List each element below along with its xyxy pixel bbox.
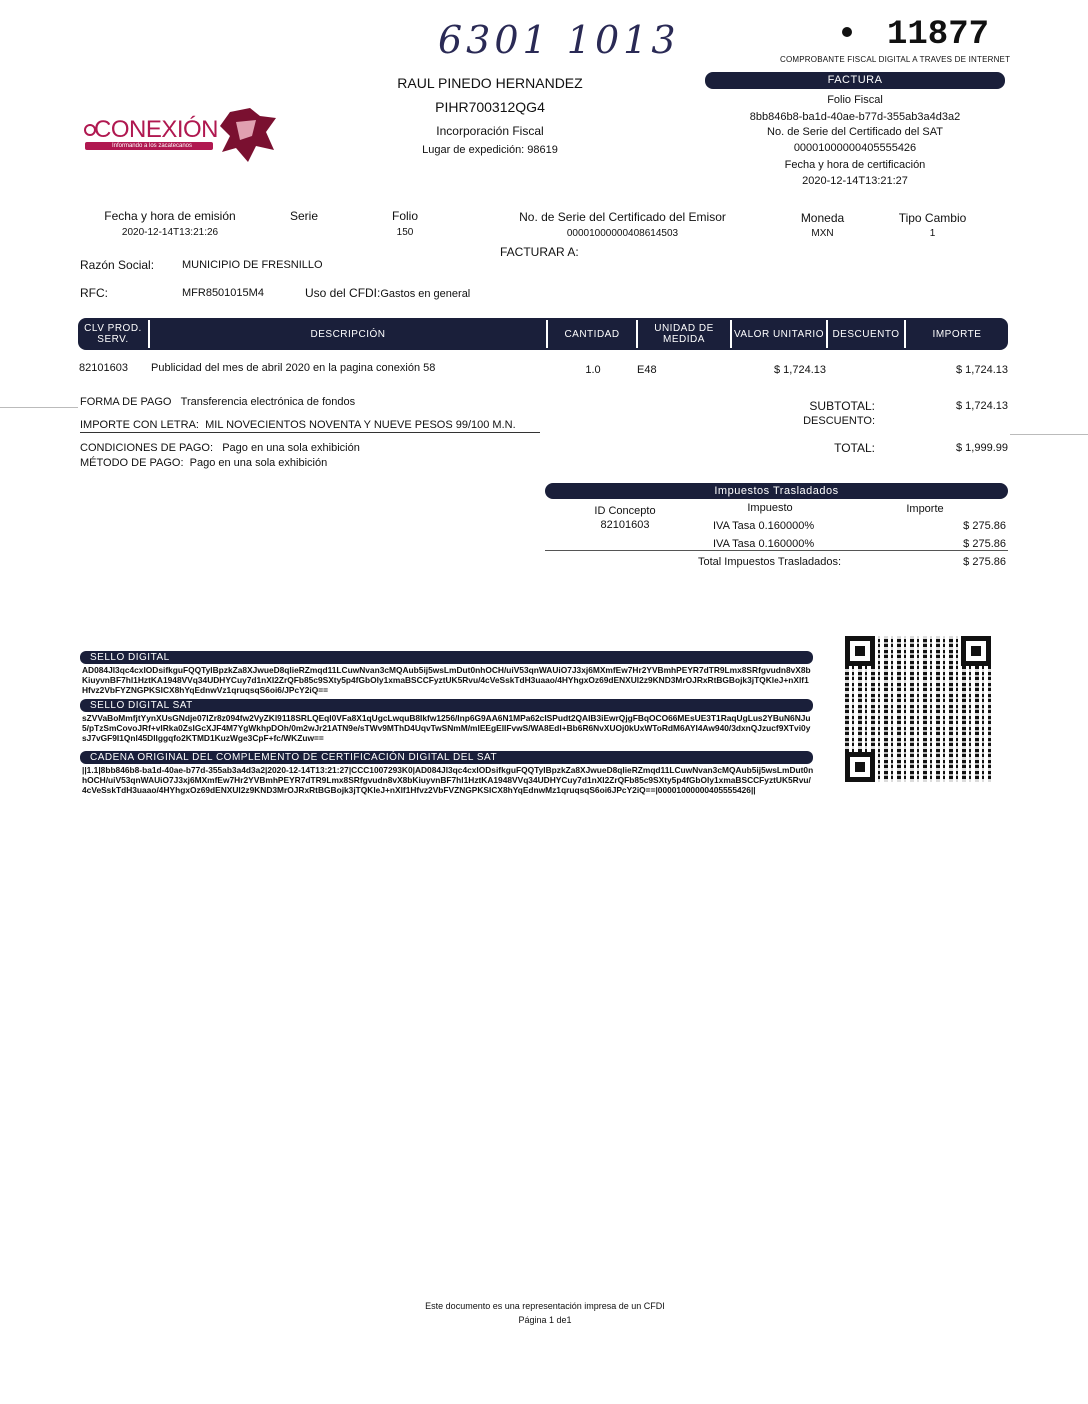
row-valor: $ 1,724.13 (774, 364, 826, 376)
th-clave: CLV PROD. SERV. (84, 323, 142, 345)
issuer-regime: Incorporación Fiscal (436, 124, 544, 138)
tax-col-importe: Importe (906, 503, 944, 515)
subtotal-label: SUBTOTAL: (809, 399, 875, 413)
tipo-cambio-label: Tipo Cambio (898, 211, 967, 225)
document-number: 11877 (887, 16, 990, 54)
taxes-header: Impuestos Trasladados (545, 483, 1008, 499)
tax-total-label: Total Impuestos Trasladados: (698, 556, 842, 568)
bullet-dot-icon (842, 27, 852, 37)
forma-pago-value: Transferencia electrónica de fondos (180, 396, 356, 408)
cadena-original-header: CADENA ORIGINAL DEL COMPLEMENTO DE CERTIFICACIÓN DIGITAL DEL SAT (80, 751, 813, 764)
row-importe: $ 1,724.13 (956, 364, 1008, 376)
uso-cfdi-label: Uso del CFDI: (305, 286, 381, 300)
moneda-value: MXN (811, 228, 834, 239)
metodo-label: MÉTODO DE PAGO: (80, 457, 184, 469)
factura-header: FACTURA (705, 72, 1005, 89)
uso-cfdi (305, 286, 470, 300)
tax-concepto-id: 82101603 (600, 519, 650, 531)
footer-page: Página 1 de1 (518, 1315, 572, 1325)
condiciones-pago (80, 442, 360, 454)
table-row (78, 362, 1008, 380)
tax-row-impuesto: IVA Tasa 0.160000% (713, 520, 815, 532)
th-importe: IMPORTE (932, 328, 982, 340)
company-logo (80, 108, 280, 168)
qr-finder-icon (845, 752, 875, 782)
subtotal-value: $ 1,724.13 (956, 400, 1008, 412)
emisor-cert: 00001000000408614503 (566, 228, 679, 239)
total-value: $ 1,999.99 (956, 442, 1008, 454)
folio-label: Folio (391, 209, 418, 223)
tax-row-importe: $ 275.86 (963, 520, 1006, 532)
moneda-label: Moneda (800, 211, 845, 225)
row-cantidad: 1.0 (585, 364, 601, 376)
facturar-a-label: FACTURAR A: (500, 245, 579, 259)
metodo-pago (80, 457, 327, 469)
th-descripcion: DESCRIPCIÓN (310, 328, 386, 340)
emission-date-label: Fecha y hora de emisión (104, 209, 236, 223)
rfc-label: RFC: (80, 286, 108, 300)
th-descuento: DESCUENTO (832, 328, 900, 340)
tax-row-importe: $ 275.86 (963, 538, 1006, 550)
tax-divider (545, 550, 1008, 551)
razon-social-label: Razón Social: (80, 258, 155, 272)
th-valor: VALOR UNITARIO (734, 328, 824, 340)
folio-value: 150 (396, 227, 414, 238)
qr-finder-icon (961, 636, 991, 666)
razon-social-value: MUNICIPIO DE FRESNILLO (182, 259, 323, 271)
cert-date: 2020-12-14T13:21:27 (802, 175, 908, 187)
forma-pago (80, 396, 355, 408)
forma-pago-label: FORMA DE PAGO (80, 396, 172, 408)
total-label: TOTAL: (834, 441, 875, 455)
importe-letra (80, 419, 516, 431)
row-unidad: E48 (637, 364, 657, 376)
uso-cfdi-value: Gastos en general (380, 288, 471, 300)
issuer-name: RAUL PINEDO HERNANDEZ (397, 75, 583, 91)
condiciones-value: Pago en una sola exhibición (222, 442, 360, 454)
qr-finder-icon (845, 636, 875, 666)
scan-line (1010, 434, 1088, 435)
cadena-original-text: ||1.1|8bb846b8-ba1d-40ae-b77d-355ab3a4d3a2|2020-12-14T13:21:27|CCC1007293K0|AD084Jl3qc4cxIODsifkguFQQTyIBpzkZa8XJwueD8qlieRZmqd11LCuwNvan3cMQAub5ij5wsLmDut0nhOCH/uiV53qnWAUiO7J3xj6MXmfEw7Hr2YVBmhPEYR7dTR9Lmx8SRfgvudn8vX8bKiuyvnBF7hl1HztKA1948VVq34UDHYCuy7d1nXI2ZrQFb85c9SXty5p4fGbOly1xmaBSCCFyztUK5Rvu/4cVeSskTdH3uaao/4HYhgxOz69dENXUl2z9KND3MrOJRxRtBGBojk3jTQKleJ+nXlf1Hfvz2VbFVZNGPKSICX8hYqEdnwMz1qruqsqS6oi6JPcY2iQ==|00001000000405555426|| (82, 765, 814, 795)
serie-label: Serie (289, 209, 318, 223)
importe-letra-label: IMPORTE CON LETRA: (80, 419, 199, 431)
sello-sat-text: sZVVaBoMmfjtYynXUsGNdje07IZr8z094fw2VyZKl9118SRLQEqI0VFa8X1qUgcLwquB8Ikfw1256/lnp6G9AA6N1MPa62cISPudt2QAIB3iEwrQjgFBqOCO66MEsUE3T1RaqUgLus2YBuN6NJu5/pTzSmCovoJRf+vlRka0ZsIGcXJF4M7YgWkhpDOh/0m2wJr21ATN9e/sTWv9MThD4UqvTwSNmM/mlEEgEIIFvwS/WA8Edl+Bb6R6NvXUOj0kUxWToRdM6AYI4Aw940/3dxnQJzucf9XTvi0ysJ7vGF9I1Qnl45Dllggqfo2KTMD1KuzWge3CpF+fc/WKZuw== (82, 713, 811, 743)
handwritten-note: 6301 1013 (438, 18, 680, 62)
items-table-header (78, 318, 1008, 350)
issuer-place: Lugar de expedición: 98619 (422, 144, 558, 156)
logo-tagline: Informando a los zacatecanos (111, 143, 193, 149)
metodo-value: Pago en una sola exhibición (189, 457, 328, 469)
qr-code-icon (845, 636, 991, 782)
rfc-value: MFR8501015M4 (182, 287, 264, 299)
sello-sat-header: SELLO DIGITAL SAT (80, 699, 813, 712)
sat-cert: 00001000000405555426 (793, 142, 917, 154)
sello-digital-header: SELLO DIGITAL (80, 651, 813, 664)
cert-date-label: Fecha y hora de certificación (784, 159, 926, 171)
row-descripcion: Publicidad del mes de abril 2020 en la pagina conexión 58 (151, 362, 436, 374)
folio-fiscal: 8bb846b8-ba1d-40ae-b77d-355ab3a4d3a2 (749, 111, 961, 123)
emission-date: 2020-12-14T13:21:26 (121, 227, 219, 238)
tax-total-value: $ 275.86 (963, 556, 1006, 568)
scan-line (0, 407, 78, 408)
sat-cert-label: No. de Serie del Certificado del SAT (767, 126, 943, 138)
issuer-rfc: PIHR700312QG4 (435, 99, 545, 115)
sello-digital-text: AD084Jl3qc4cxIODsifkguFQQTyIBpzkZa8XJwueD8qlieRZmqd11LCuwNvan3cMQAub5ij5wsLmDut0nhOCH/uiV53qnWAUiO7J3xj6MXmfEw7Hr2YVBmhPEYR7dTR9Lmx8SRfgvudn8vX8bKiuyvnBF7hl1HztKA1948VVq34UDHYCuy7d1nXI2ZrQFb85c9SXty5p4fGbOly1xmaBSCCFyztUK5Rvu/4cVeSskTdH3uaao/4HYhgxOz69dENXUl2z9KND3MrOJRxRtBGBojk3jTQKleJ+nXlf1Hfvz2VbFYZNGPKSICX8hYqEdnwVz1qruqsqS6oi6/JPcY2iQ== (82, 665, 811, 695)
tax-col-concepto: ID Concepto (594, 505, 656, 517)
descuento-label: DESCUENTO: (803, 415, 875, 427)
emisor-cert-label: No. de Serie del Certificado del Emisor (519, 210, 726, 224)
footer-disclaimer: Este documento es una representación impresa de un CFDI (425, 1301, 665, 1311)
th-unidad: UNIDAD DE MEDIDA (654, 323, 714, 345)
tax-col-impuesto: Impuesto (747, 502, 793, 514)
tipo-cambio-value: 1 (929, 228, 936, 239)
condiciones-label: CONDICIONES DE PAGO: (80, 442, 214, 454)
importe-letra-value: MIL NOVECIENTOS NOVENTA Y NUEVE PESOS 99/100 M.N. (205, 419, 516, 431)
logo-text: CONEXIÓN (94, 116, 219, 143)
tax-row-impuesto: IVA Tasa 0.160000% (713, 538, 815, 550)
th-cantidad: CANTIDAD (564, 328, 620, 340)
comprobante-label: COMPROBANTE FISCAL DIGITAL A TRAVES DE INTERNET (780, 55, 1011, 64)
letra-underline (80, 432, 540, 433)
row-clave: 82101603 (79, 362, 128, 374)
folio-fiscal-label: Folio Fiscal (827, 94, 883, 106)
